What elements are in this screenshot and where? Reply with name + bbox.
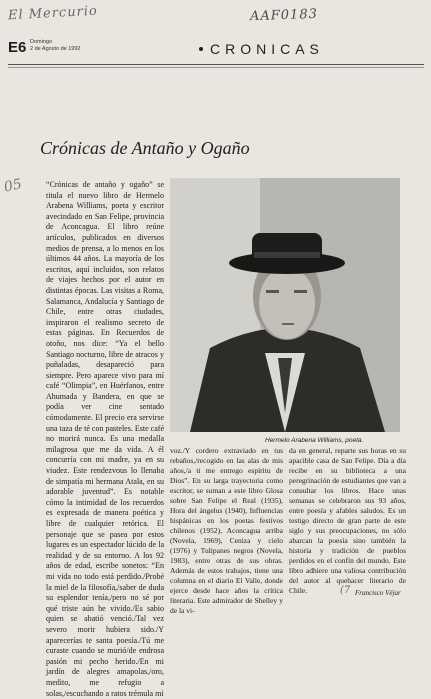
margin-note: 05 [2, 176, 24, 196]
article-title: Crónicas de Antaño y Ogaño [40, 138, 250, 158]
dateline [30, 39, 80, 53]
header-rule-secondary [8, 67, 424, 68]
page-code: E6 [8, 39, 27, 56]
dateline-day: Domingo [30, 39, 53, 45]
section-title: CRONICAS [210, 41, 324, 57]
column-2-text: voz./Y cordero extraviado en tus rebaños,/recogido en las alas de mis años,/a ti me entrego espíritu de Dios”. En su larga trayectoria como escritor, se suman a este libro Glosa sobre San Felipe el Real (1935), Hora del ángelus (1940), Influencias hispánicas en los poetas festivos chilenos (1952), Aconcagua arriba (Novela, 1969), Ceniza y cielo (1976) y Tulipanes negros (Novela, 1983), entre otras de sus obras. Además de estos trabajos, tiene una columna en el diario El Valle, donde ejerce desde hace años la crítica literaria. Este admirador de Shelley y de la vi- [170, 446, 283, 615]
article-column-2 [170, 446, 283, 616]
article-signature: Francisco Véjar [355, 589, 401, 597]
page-mark: (7 [340, 585, 351, 596]
column-3-text: da en general, reparte sus horas en su apacible casa de San Felipe. Día a día recibe en su biblioteca a una peregrinación de estudiantes que van a consultar los libros. Hace unas semanas se celebraron sus 93 años, entre poesía y afables saludos. Es un testigo directo de gran parte de este siglo y sus preocupaciones, no sólo abarcan la poesía sino también la historia y tradición de pueblos perdidos en el confín del mundo. Este libro adhiere una valiosa contribución del autor al quehacer literario de Chile. [289, 446, 406, 595]
photo-caption: Hermelo Arabena Williams, poeta. [265, 437, 364, 444]
article-column-3 [289, 446, 406, 596]
column-1-text: “Crónicas de antaño y ogaño” se titula el nuevo libro de Hermelo Arabena Williams, poeta y escritor avecindado en San Felipe, provincia de Aconcagua. El libro reúne artículos, publicados en diversos medios de prensa, a lo menos en los últimos 44 años. La mayoría de los escritos, aquí incluidos, son relatos de viajes hechos por el autor en distintas épocas. Las visitas a Roma, Salamanca, Andalucía y Santiago de Chile, entre otras ciudades, inspiraron el realismo secreto de estas páginas. En Recuerdos de otoño, nos dice: “Ya el bello Santiago nocturno, libre de atracos y puñaladas, desapareció para siempre. Pero aparece vivo para mí café “Olimpia”, en Huérfanos, entre Ahumada y Bandera, en que se podía ver cine sentado cómodamente. El precio era servirse una taza de té con pasteles. Este café no morirá nunca. Es una medalla milagrosa que me da vida. A él concurría con mi madre, ya en su viudez. Este rendezvous lo llenaba de simpatía mi hermana Atala, en su adorable juventud”. Es notable cómo la intimidad de los recuerdos es expresada de manera poética y libre de cualquier retórica. El personaje que se pasea por estos lugares es un espectador lúcido de la realidad y de su entorno. A los 92 años de edad, escribe sonetos: “En mi vida no todo está perdido./Probé la miel de la filosofía,/saber de duda su esplendor tenía,/pero no sé por qué triste aún he vivido./Es sabio quien se abatió venció./Tal vez severo morir hubiera sido./Y aparecerías te santa poesía./Tú me curaste cuando se murió/de endrosa pasión mi pecho herido./En mi jardín de alegres amapolas,/oro, medito, me refugio a solas,/escuchando a ratos trémula mi [46, 180, 164, 698]
section-bullet [199, 47, 203, 51]
archive-code: AAF0183 [249, 6, 319, 25]
header-rule [8, 64, 424, 65]
author-photo-illustration [170, 178, 400, 432]
author-photo [170, 178, 400, 432]
masthead-handwritten: El Mercurio [7, 3, 99, 24]
article-column-1 [46, 180, 164, 699]
dateline-date: 2 de Agosto de 1992 [30, 46, 81, 52]
